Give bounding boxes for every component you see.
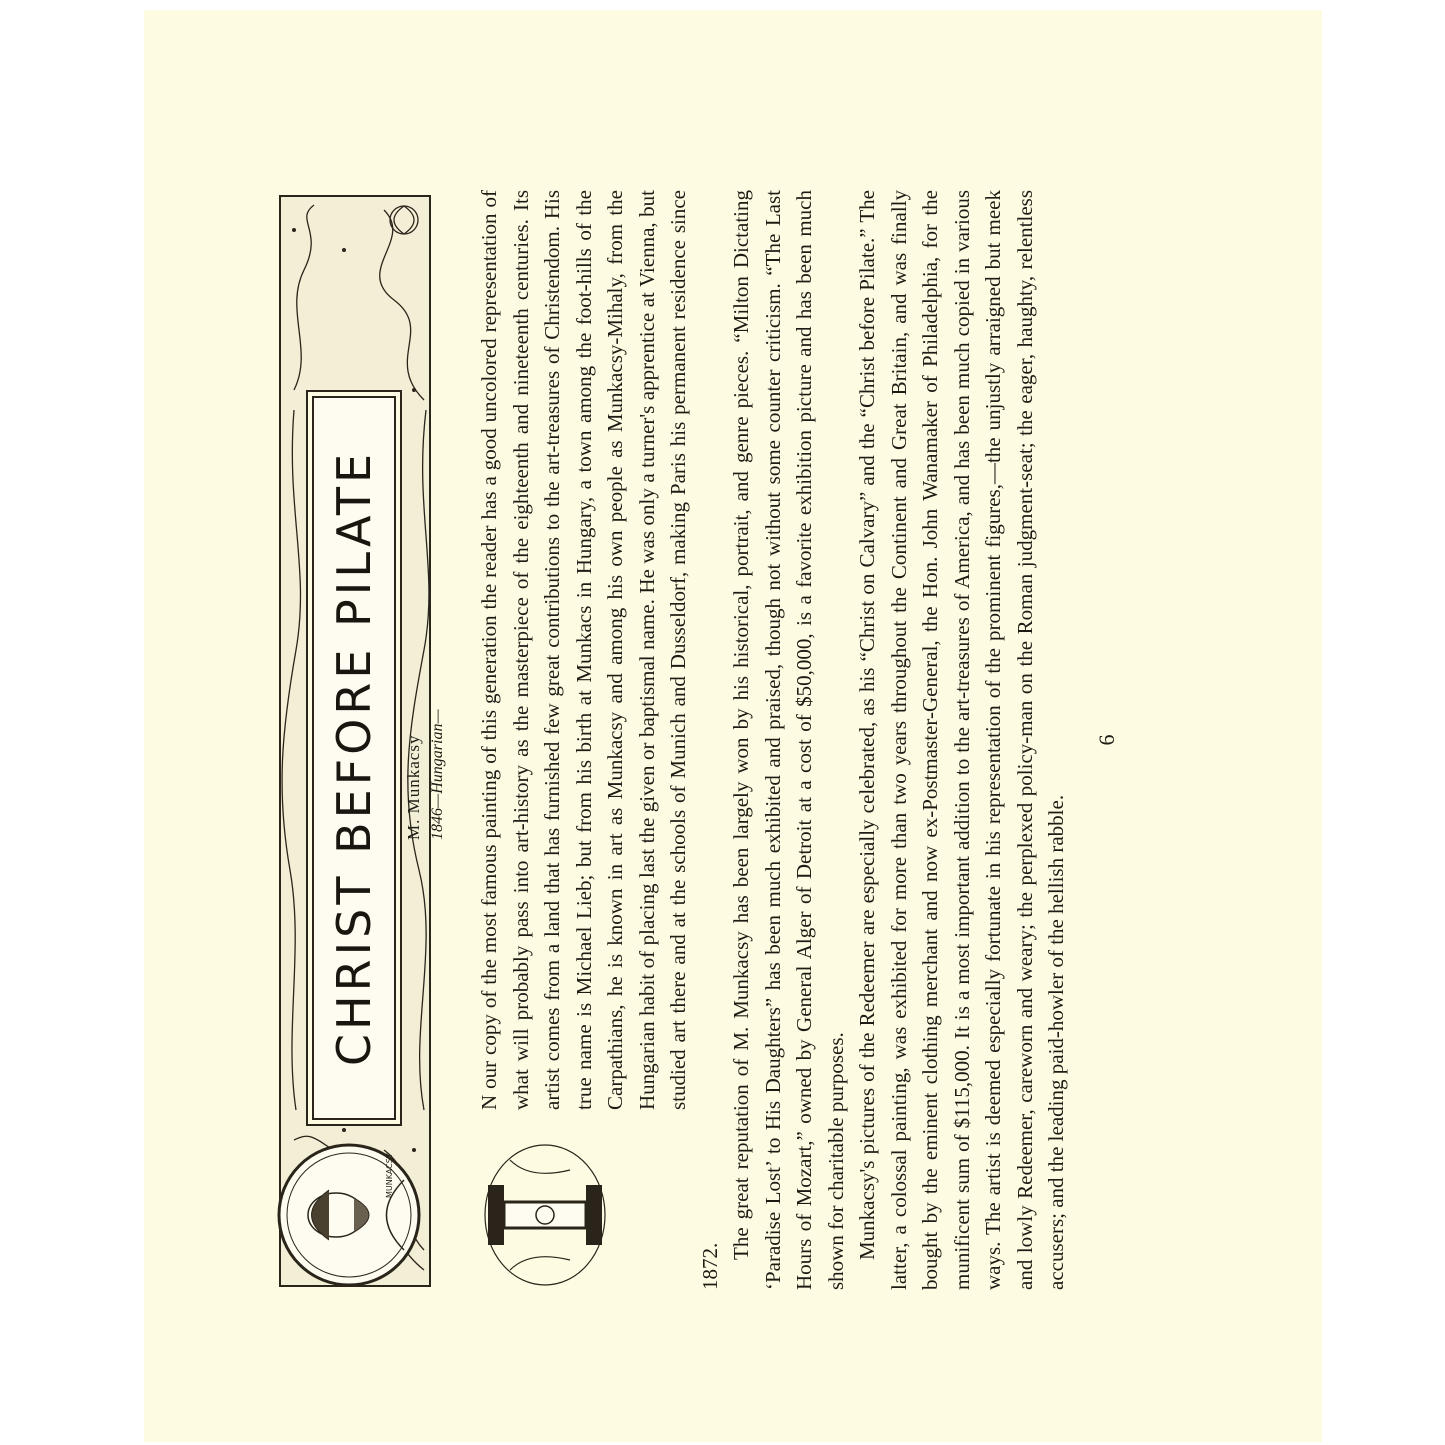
- dropcap-spacer: [474, 1110, 664, 1290]
- ornamental-title-banner: [274, 190, 454, 1290]
- book-page-sheet: [144, 10, 1322, 1442]
- paragraph-3: Munkacsy's pictures of the Redeemer are especially celebrated, as his “Christ on Calvary” and the “Christ before Pilate.” The latter, a colossal painting, was exhibited for more than two years throughout the Continent and Great Britain, and was finally bought by the eminent clothing merchant and now ex-Postmaster-General, the Hon. John Wanamaker of Philadelphia, for the munificent sum of $115,000. It is a most important addition to the art-treasures of America, and has been much copied in various ways. The artist is deemed especially fortunate in his representation of the prominent figures,—the unjustly arraigned but meek and lowly Redeemer, careworn and weary; the perplexed policy-man on the Roman judgment-seat; the eager, haughty, relentless accusers; and the leading paid-howler of the hellish rabble.: [855, 190, 1068, 1290]
- paragraph-2: The great reputation of M. Munkacsy has been largely won by his historical, portrait, and genre pieces. “Milton Dictating ‘Paradise Lost’ to His Daughters” has been much exhibited and praised, though not without some counter criticism. “The Last Hours of Mozart,” owned by General Alger of Detroit at a cost of $50,000, is a favorite exhibition picture and has been much shown for charitable purposes.: [729, 190, 848, 1290]
- artist-meta: 1846—Hungarian—: [429, 709, 446, 840]
- page-number: 6: [1094, 734, 1119, 746]
- artist-portrait-medallion: [274, 1140, 424, 1290]
- artist-name: M. Munkacsy: [404, 734, 423, 840]
- article-title: CHRIST BEFORE PILATE: [327, 449, 381, 1067]
- portrait-caption: MUNKACSY: [385, 1153, 394, 1198]
- paragraph-1: N our copy of the most famous painting of this generation the reader has a good uncolored representation of what will probably pass into art-history as the masterpiece of the eighteenth and nineteenth centuries. Its artist comes from a land that has furnished few great contributions to the art-treasures of Christendom. His true name is Michael Lieb; but from his birth at Munkacs in Hungary, a town among the foot-hills of the Carpathians, he is known in art as Munkacsy and among his own people as Munkacsy-Mihaly, from the Hungarian habit of placing last the given or baptismal name. He was only a turner's apprentice at Vienna, but studied art there and at the schools of Munich and Dusseldorf, making Paris his permanent residence since 1872.: [477, 190, 722, 1290]
- artist-credit: [402, 540, 450, 840]
- rotated-page-content: [274, 190, 1144, 1290]
- dropcap-letter: I: [612, 1214, 613, 1215]
- title-box: [312, 396, 396, 1120]
- article-body: [474, 190, 1073, 1290]
